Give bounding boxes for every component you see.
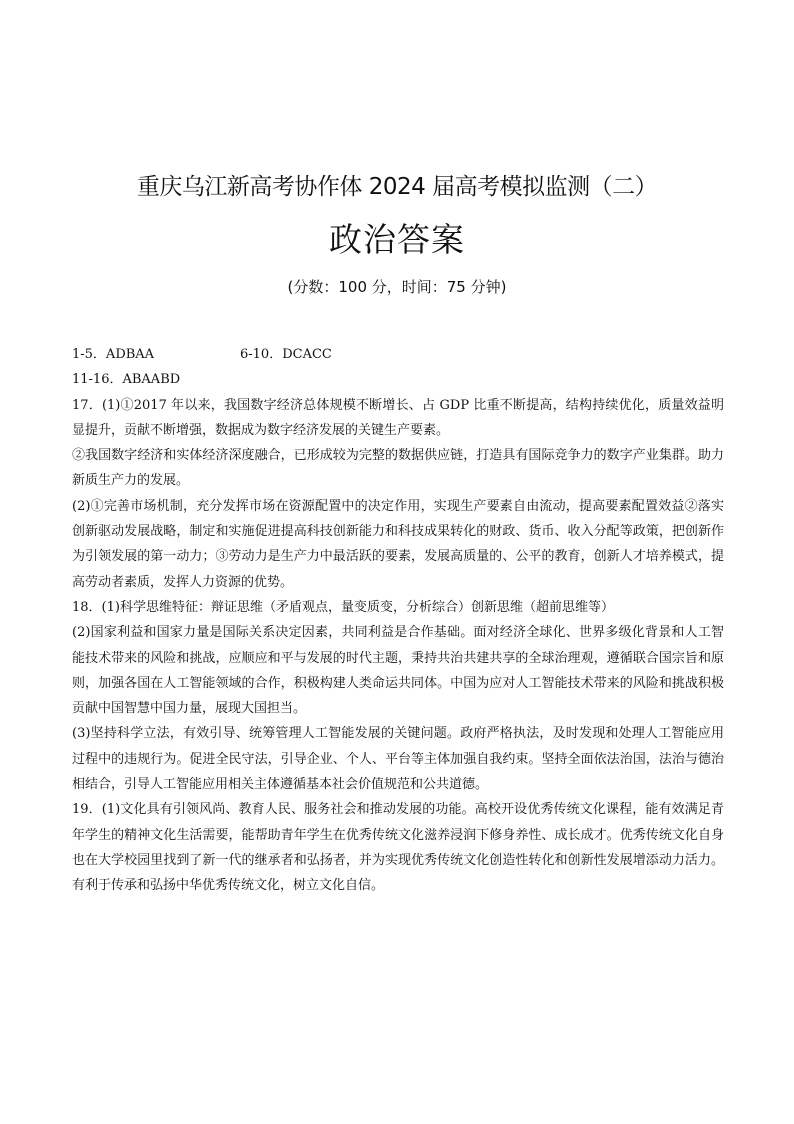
mc-answers-1-5: 1-5．ADBAA <box>72 347 155 362</box>
mc-answers-6-10: 6-10．DCACC <box>240 347 332 362</box>
paragraph-18-1: 18．(1)科学思维特征：辩证思维（矛盾观点，量变质变，分析综合）创新思维（超前思维等） <box>72 599 614 615</box>
mc-answer-row-2 <box>72 367 724 392</box>
document-title: 重庆乌江新高考协作体 2024 届高考模拟监测（二） <box>136 174 658 200</box>
document-subtitle: 政治答案 <box>329 220 465 259</box>
paragraph-17-1-b: ②我国数字经济和实体经济深度融合，已形成较为完整的数据供应链，打造具有国际竞争力的数字产业集群。助力新质生产力的发展。 <box>72 448 724 489</box>
mc-answer-row-1 <box>72 342 724 367</box>
paragraph-17-2: (2)①完善市场机制，充分发挥市场在资源配置中的决定作用，实现生产要素自由流动，提高要素配置效益②落实创新驱动发展战略，制定和实施促进提高科技创新能力和科技成果转化的财政、货币、收入分配等政策，把创新作为引领发展的第一动力；③劳动力是生产力中最活跃的要素，发展高质量的、公平的教育，创新人才培养模式，提高劳动者素质，发挥人力资源的优势。 <box>72 498 724 590</box>
mc-answers-11-16: 11-16．ABAABD <box>72 372 181 388</box>
paragraph-17-1: 17．(1)①2017 年以来，我国数字经济总体规模不断增长、占 GDP 比重不断提高，结构持续优化，质量效益明显提升，贡献不断增强，数据成为数字经济发展的关键生产要素。 <box>72 397 724 438</box>
score-time-info: (分数：100 分，时间：75 分钟) <box>287 278 507 296</box>
answer-body <box>72 342 724 899</box>
paragraph-18-3: (3)坚持科学立法，有效引导、统筹管理人工智能发展的关键问题。政府严格执法，及时发现和处理人工智能应用过程中的违规行为。促进全民守法，引导企业、个人、平台等主体加强自我约束。坚持全面依法治国，法治与德治相结合，引导人工智能应用相关主体遵循基本社会价值规范和公共道德。 <box>72 726 724 793</box>
paragraph-19-1: 19．(1)文化具有引领风尚、教育人民、服务社会和推动发展的功能。高校开设优秀传统文化课程，能有效满足青年学生的精神文化生活需要，能帮助青年学生在优秀传统文化滋养浸润下修身养性、成长成才。优秀传统文化自身也在大学校园里找到了新一代的继承者和弘扬者，并为实现优秀传统文化创造性转化和创新性发展增添动力活力。有利于传承和弘扬中华优秀传统文化，树立文化自信。 <box>72 802 724 894</box>
paragraph-18-2: (2)国家利益和国家力量是国际关系决定因素，共同利益是合作基础。面对经济全球化、世界多级化背景和人工智能技术带来的风险和挑战，应顺应和平与发展的时代主题，秉持共治共建共享的全球治理观，遵循联合国宗旨和原则，加强各国在人工智能领域的合作，积极构建人类命运共同体。中国为应对人工智能技术带来的风险和挑战积极贡献中国智慧中国力量，展现大国担当。 <box>72 625 724 717</box>
